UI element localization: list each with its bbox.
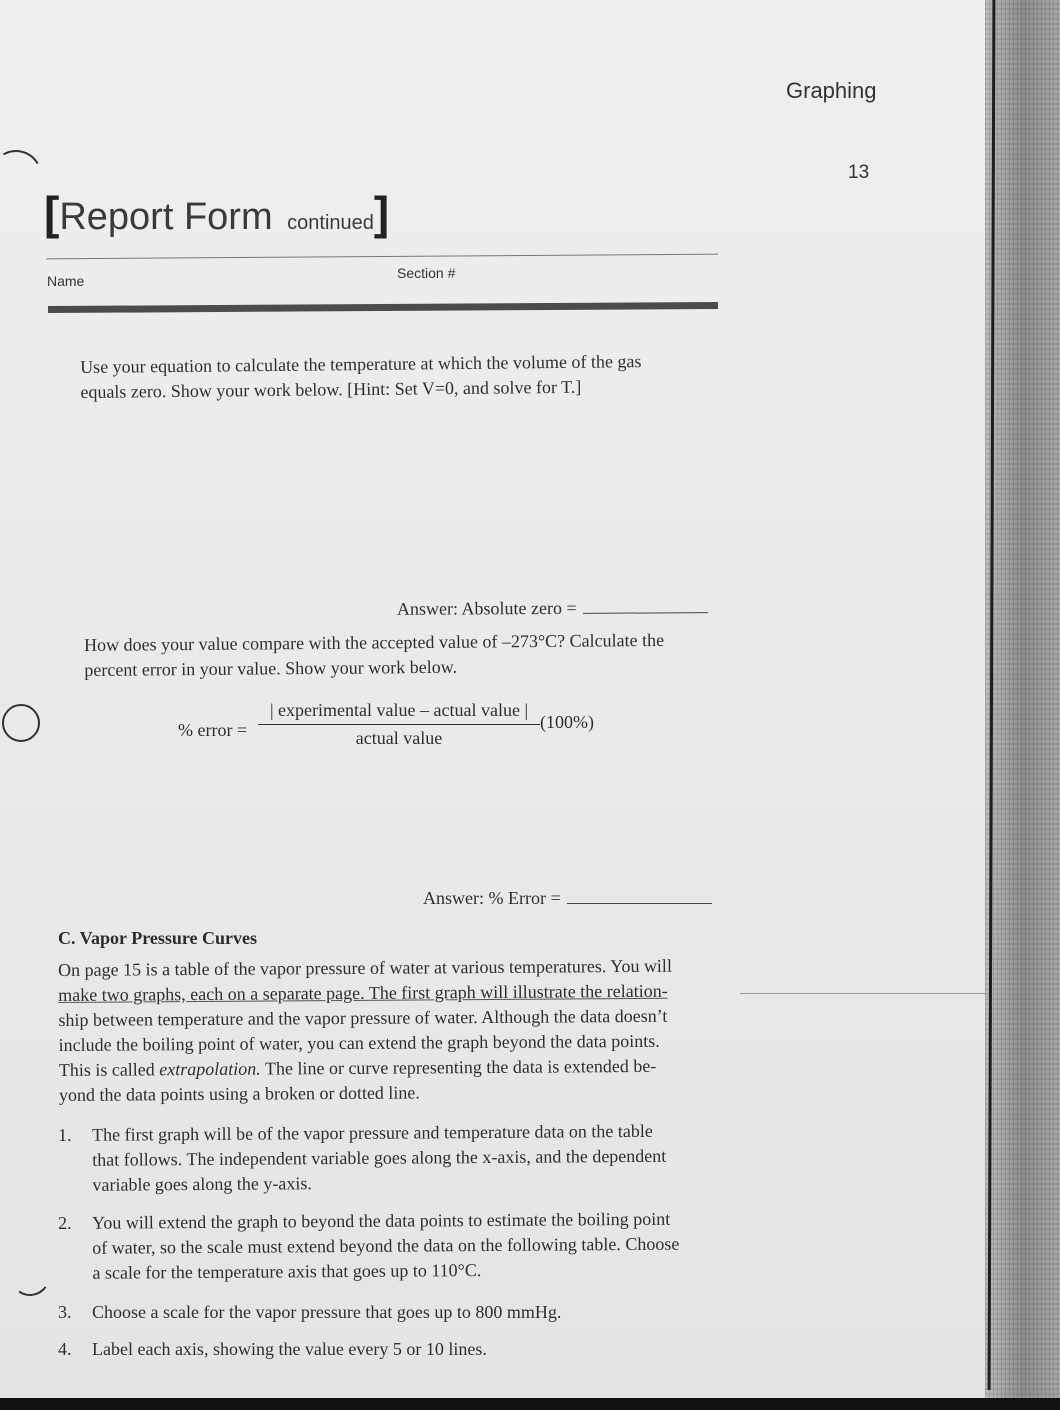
step-line: Choose a scale for the vapor pressure that goes up to 800 mmHg. xyxy=(92,1302,562,1322)
adjacent-page-edge xyxy=(985,0,1060,1410)
title-suffix: continued xyxy=(287,212,374,234)
step-number: 4. xyxy=(58,1339,72,1359)
step-line: that follows. The independent variable goes along the x-axis, and the dependent xyxy=(92,1145,667,1170)
formula-fraction xyxy=(258,700,540,749)
step-line: of water, so the scale must extend beyond the data on the following table. Choose xyxy=(92,1233,680,1258)
page-number: 13 xyxy=(848,162,870,183)
paragraph-line xyxy=(59,1053,739,1083)
paragraph-line: make two graphs, each on a separate page. The first graph will illustrate the relation- xyxy=(58,980,668,1005)
answer-blank[interactable] xyxy=(583,598,708,614)
open-bracket: [ xyxy=(44,187,60,239)
text-run: The line or curve representing the data is extended be- xyxy=(260,1055,657,1079)
percent-error-answer xyxy=(423,888,712,909)
text-run: This is called xyxy=(58,1059,160,1080)
bottom-shadow xyxy=(0,1398,1060,1410)
binder-hole-middle xyxy=(2,704,40,742)
step-3 xyxy=(58,1300,738,1325)
step-line: variable goes along the y-axis. xyxy=(92,1173,312,1195)
formula-numerator: | experimental value – actual value | xyxy=(258,700,540,725)
section-c-heading: C. Vapor Pressure Curves xyxy=(58,928,258,948)
chapter-header: Graphing xyxy=(786,78,877,103)
title-text: Report Form xyxy=(59,196,273,238)
paragraph-line: include the boiling point of water, you can extend the graph beyond the data points. xyxy=(58,1030,660,1055)
name-label: Name xyxy=(47,273,85,289)
section-label: Section # xyxy=(397,265,456,281)
compare-question xyxy=(84,627,734,683)
absolute-zero-answer xyxy=(397,597,708,620)
formula-lhs: % error = xyxy=(178,720,248,740)
step-number: 2. xyxy=(58,1212,72,1233)
extrapolation-term: extrapolation. xyxy=(159,1058,261,1080)
step-2 xyxy=(58,1206,739,1286)
paragraph-line: On page 15 is a table of the vapor pressure of water at various temperatures. You will xyxy=(58,955,672,980)
answer-label: Answer: % Error = xyxy=(423,888,561,908)
step-number: 1. xyxy=(58,1124,72,1145)
answer-label: Answer: Absolute zero = xyxy=(396,597,577,619)
paragraph-line: yond the data points using a broken or dotted line. xyxy=(58,1082,420,1105)
question-line: How does your value compare with the accepted value of –273°C? Calculate the xyxy=(84,629,665,655)
paragraph-line: ship between temperature and the vapor pressure of water. Although the data doesn’t xyxy=(58,1005,668,1030)
step-line: Label each axis, showing the value every 5 or 10 lines. xyxy=(92,1339,487,1359)
answer-blank[interactable] xyxy=(567,889,712,904)
instructions-line: Use your equation to calculate the temperature at which the volume of the gas xyxy=(80,351,642,377)
step-line: You will extend the graph to beyond the data points to estimate the boiling point xyxy=(92,1208,671,1233)
question-line: percent error in your value. Show your work below. xyxy=(84,656,458,680)
bleed-through-line xyxy=(740,993,985,994)
step-4 xyxy=(58,1337,738,1362)
step-1 xyxy=(58,1118,739,1198)
step-line: a scale for the temperature axis that goes up to 110°C. xyxy=(92,1260,482,1283)
step-number: 3. xyxy=(58,1302,72,1322)
vapor-pressure-paragraph xyxy=(58,953,739,1108)
report-form-title xyxy=(44,186,389,240)
formula-denominator: actual value xyxy=(355,728,443,748)
formula-multiplier: (100%) xyxy=(540,712,594,732)
close-bracket: ] xyxy=(373,187,390,239)
instructions-line: equals zero. Show your work below. [Hint: Set V=0, and solve for T.] xyxy=(80,376,582,402)
step-line: The first graph will be of the vapor pressure and temperature data on the table xyxy=(92,1120,653,1145)
absolute-zero-instructions xyxy=(80,348,730,405)
